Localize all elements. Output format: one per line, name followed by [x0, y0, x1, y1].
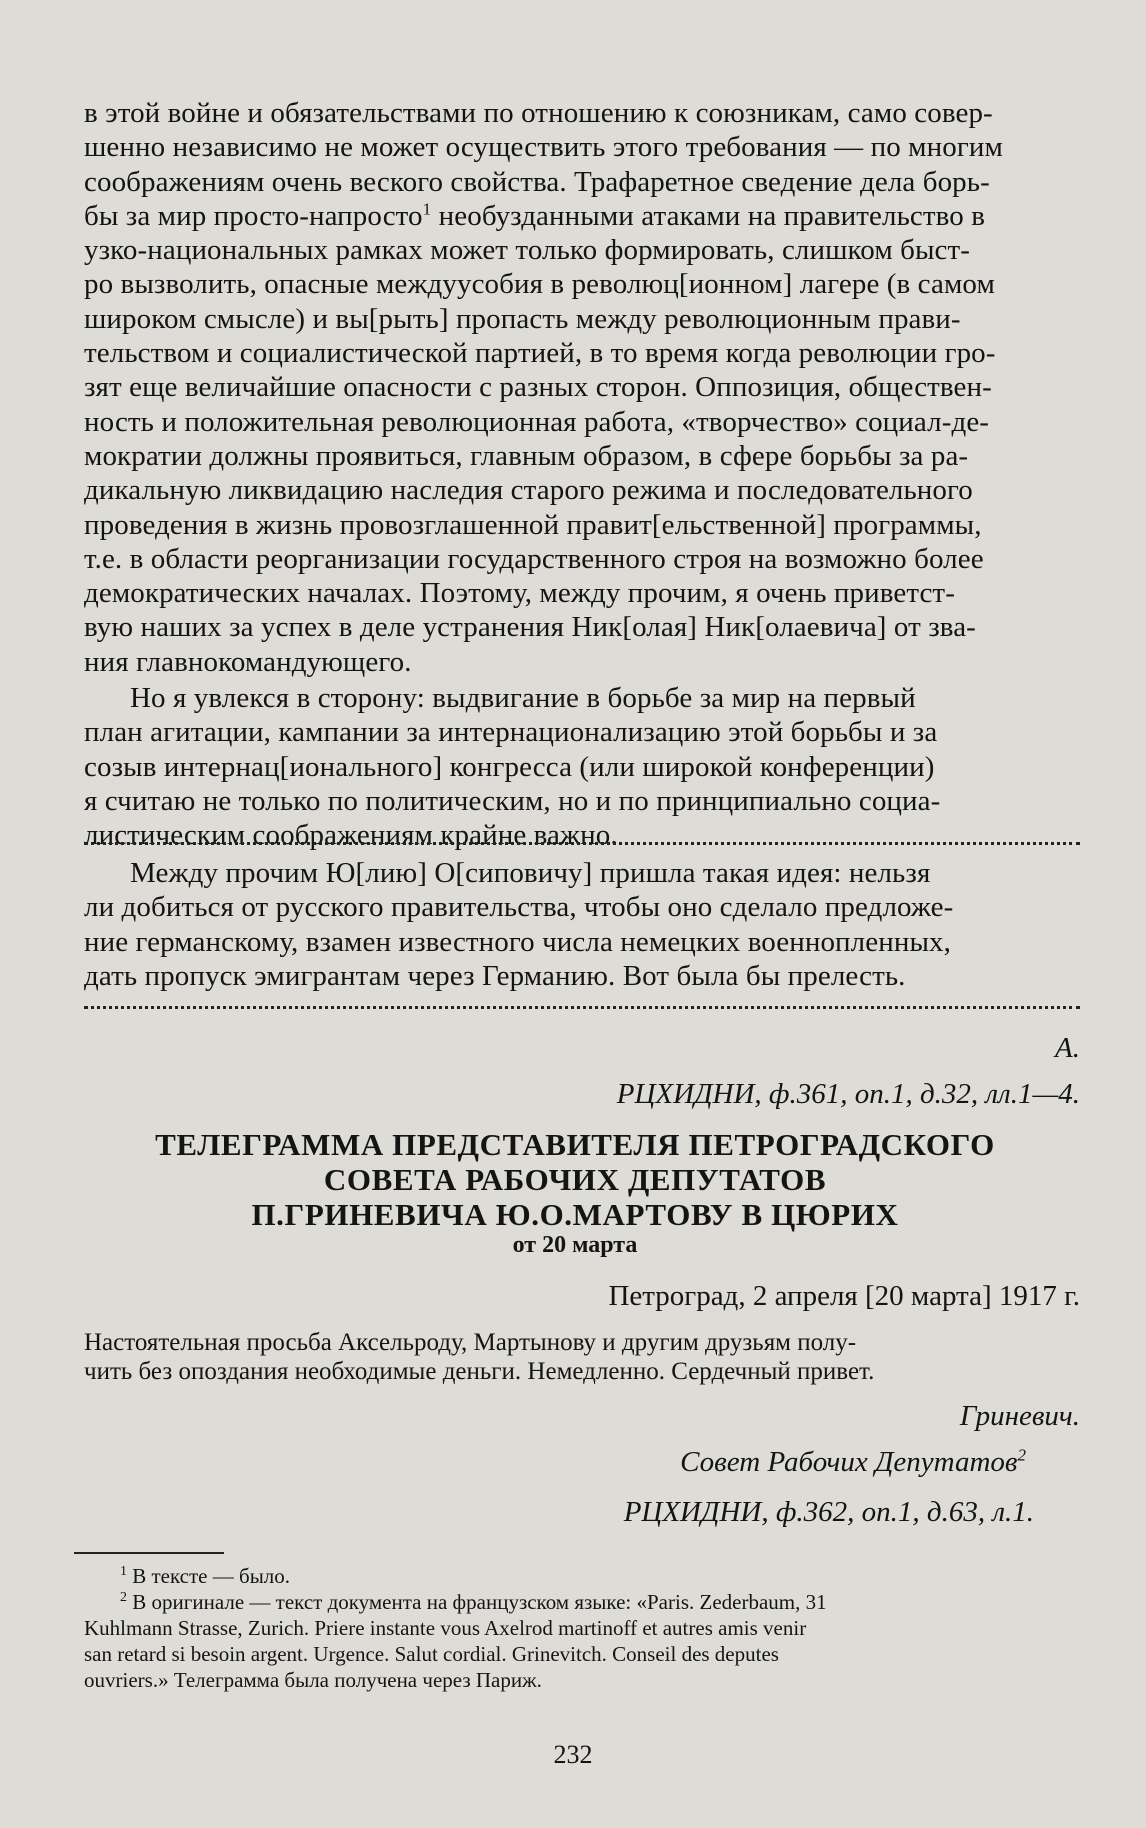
letter-paragraph-2	[84, 681, 1080, 852]
text-line: ние германскому, взамен известного числа немецких военнопленных,	[84, 925, 951, 958]
text-line: широком смысле) и вы[рыть] пропасть между революционным прави-	[84, 302, 961, 335]
text-line: тельством и социалистической партией, в то время когда революции гро-	[84, 337, 996, 370]
title-line: СОВЕТА РАБОЧИХ ДЕПУТАТОВ	[323, 1162, 827, 1197]
letter-paragraph-3	[84, 856, 1080, 993]
document-title	[60, 1127, 1090, 1232]
text-line: чить без опоздания необходимые деньги. Немедленно. Сердечный привет.	[84, 1358, 875, 1385]
title-line: П.ГРИНЕВИЧА Ю.О.МАРТОВУ В ЦЮРИХ	[251, 1197, 899, 1232]
document-subtitle: от 20 марта	[512, 1232, 638, 1258]
text-line: ния главнокомандующего.	[84, 645, 412, 678]
text-line: ность и положительная революционная работа, «творчество» социал-де-	[84, 405, 990, 438]
text-line: бы за мир просто-напросто$^1$ необузданными атаками на правительство в	[84, 199, 986, 232]
title-line: ТЕЛЕГРАММА ПРЕДСТАВИТЕЛЯ ПЕТРОГРАДСКОГО	[155, 1127, 995, 1162]
text-line: дать пропуск эмигрантам через Германию. Вот была бы прелесть.	[84, 959, 906, 992]
page-number: 232	[553, 1740, 593, 1769]
footnote-2-line: ouvriers.» Телеграмма была получена через Париж.	[84, 1668, 542, 1692]
text-line: в этой войне и обязательствами по отношению к союзникам, само совер-	[84, 97, 993, 129]
text-line: проведения в жизнь провозглашенной правит[ельственной] программы,	[84, 508, 982, 541]
archive-reference-2: РЦХИДНИ, ф.362, оп.1, д.63, л.1.	[623, 1496, 1034, 1528]
footnote-rule	[74, 1552, 224, 1554]
text-line: т.е. в области реорганизации государственного строя на возможно более	[84, 542, 984, 575]
footnote-2: $^2$ В оригинале — текст документа на французском языке: «Paris. Zederbaum, 31	[120, 1590, 827, 1614]
letter-paragraph-1	[84, 96, 1080, 679]
archive-reference-1: РЦХИДНИ, ф.361, оп.1, д.32, лл.1—4.	[616, 1078, 1080, 1110]
signature-soviet: Совет Рабочих Депутатов$^2$	[680, 1445, 1026, 1478]
text-line: Между прочим Ю[лию] О[сиповичу] пришла такая идея: нельзя	[130, 857, 931, 889]
text-line: план агитации, кампании за интернационализацию этой борьбы и за	[84, 716, 938, 749]
footnotes	[84, 1563, 1080, 1693]
text-line: я считаю не только по политическим, но и по принципиально социа-	[84, 784, 941, 817]
text-line: зят еще величайшие опасности с разных сторон. Оппозиция, обществен-	[84, 371, 992, 404]
text-line: узко-национальных рамках может только формировать, слишком быст-	[84, 234, 971, 267]
text-line: дикальную ликвидацию наследия старого режима и последовательного	[84, 474, 973, 507]
footnote-2-line: Kuhlmann Strasse, Zurich. Priere instante vous Axelrod martinoff et autres amis venir	[84, 1616, 807, 1640]
omission-dots	[84, 1002, 1080, 1009]
footnote-ref-1: 1	[422, 199, 432, 219]
text-line: листическим соображениям крайне важно.	[84, 819, 618, 852]
text-line: соображениям очень веского свойства. Трафаретное сведение дела борь-	[84, 165, 990, 198]
footnote-2-line: san retard si besoin argent. Urgence. Salut cordial. Grinevitch. Conseil des deputes	[84, 1642, 779, 1666]
text-line: мократии должны проявиться, главным образом, в сфере борьбы за ра-	[84, 439, 969, 472]
omission-dots	[84, 838, 1080, 845]
signature-a: А.	[1055, 1032, 1080, 1064]
text-line: Но я увлекся в сторону: выдвигание в борьбе за мир на первый	[130, 682, 916, 714]
text-line: созыв интернац[ионального] конгресса (или широкой конференции)	[84, 750, 935, 783]
footnote-ref-2: 2	[1017, 1445, 1026, 1465]
telegram-text	[84, 1328, 1080, 1386]
dateline: Петроград, 2 апреля [20 марта] 1917 г.	[608, 1280, 1080, 1312]
footnote-1: $^1$ В тексте — было.	[120, 1564, 291, 1588]
text-line: демократических началах. Поэтому, между прочим, я очень приветст-	[84, 577, 955, 610]
text-line: Настоятельная просьба Аксельроду, Мартынову и другим друзьям полу-	[84, 1329, 857, 1356]
text-line: вую наших за успех в деле устранения Ник[олая] Ник[олаевича] от зва-	[84, 611, 976, 644]
text-line: ли добиться от русского правительства, чтобы оно сделало предложе-	[84, 891, 954, 924]
text-line: ро вызволить, опасные междуусобия в революц[ионном] лагере (в самом	[84, 268, 995, 301]
text-line: шенно независимо не может осуществить этого требования — по многим	[84, 131, 1003, 164]
signature-grinevich: Гриневич.	[959, 1400, 1080, 1432]
